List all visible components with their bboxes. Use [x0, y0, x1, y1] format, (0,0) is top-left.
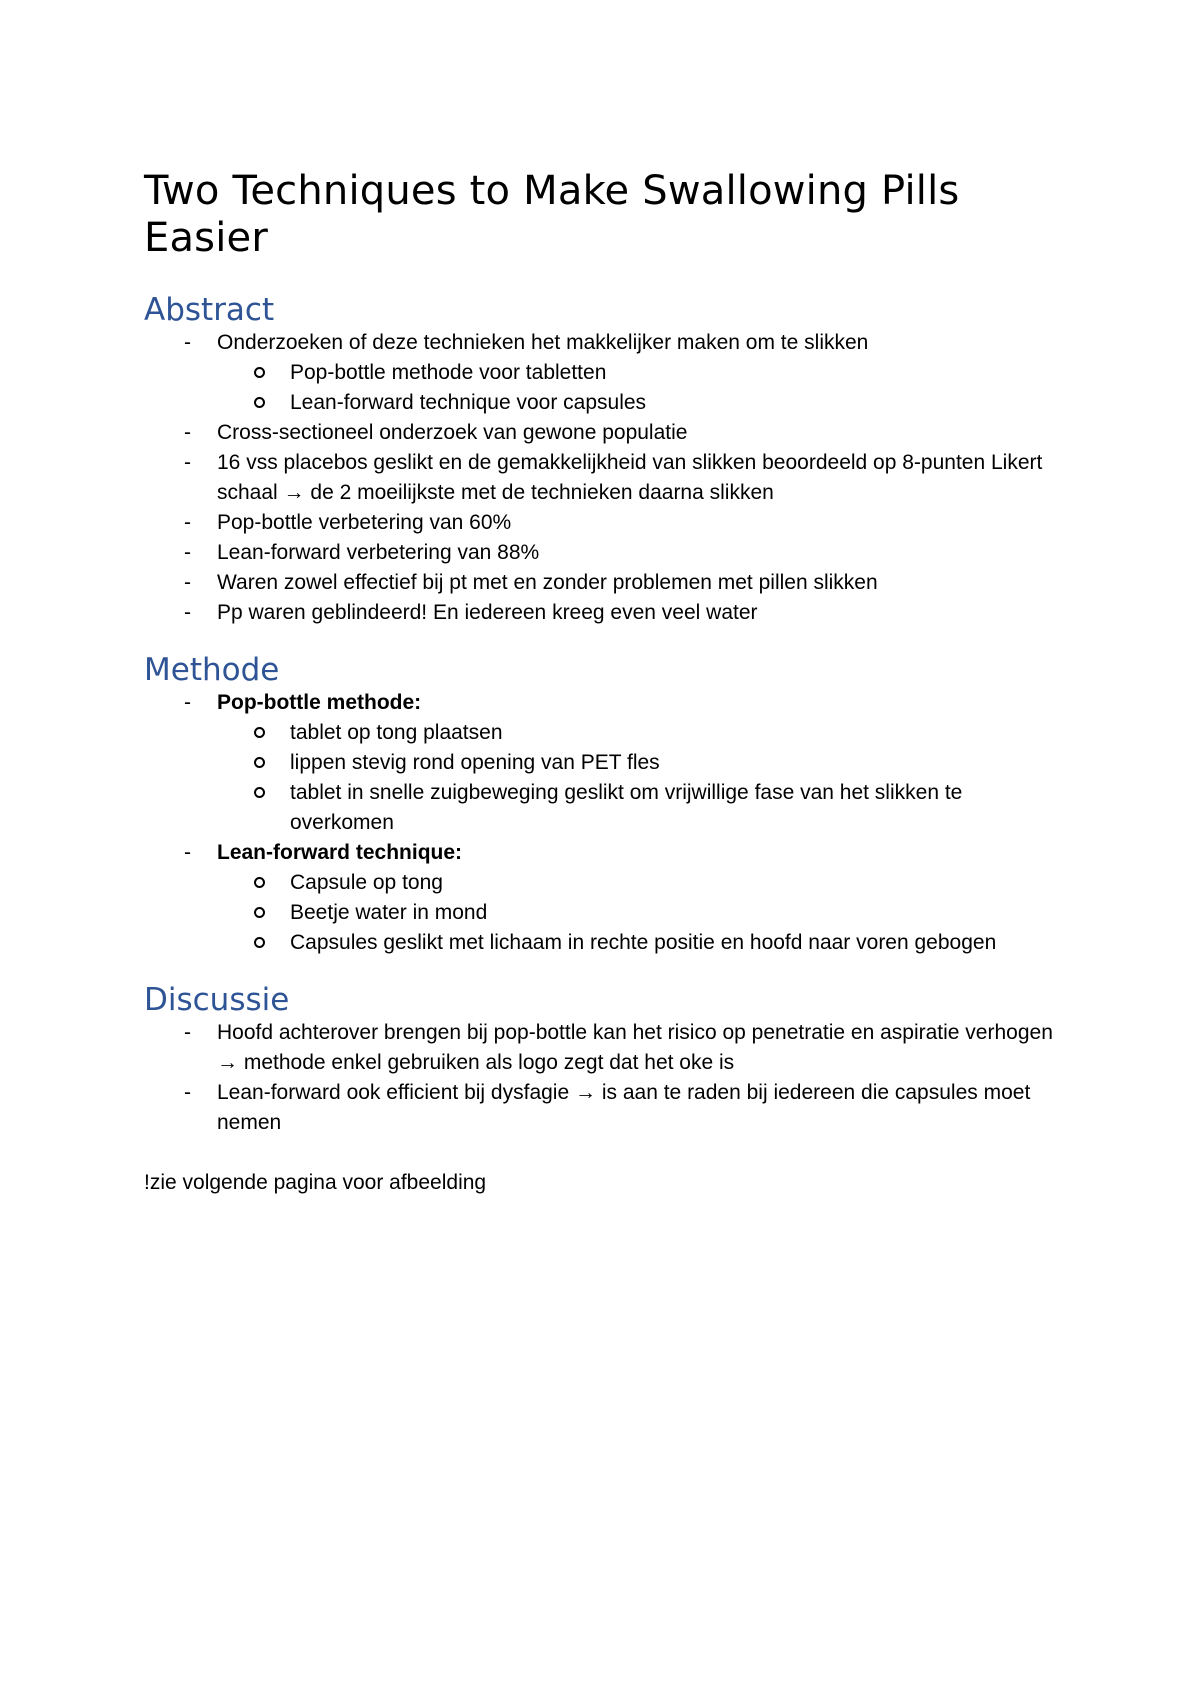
- list-item-text: is aan te raden bij iedereen die capsules moet nemen: [217, 1081, 1031, 1134]
- list-item-text: Beetje water in mond: [290, 901, 488, 924]
- discussie-list: [144, 1018, 1056, 1138]
- dash-bullet: -: [184, 511, 191, 534]
- circle-bullet-icon: [254, 727, 265, 738]
- list-item: [144, 598, 1056, 628]
- list-item: [217, 868, 1056, 898]
- arrow-right-icon: →: [217, 1051, 238, 1074]
- list-item-text: methode enkel gebruiken als logo zegt dat het oke is: [243, 1051, 735, 1074]
- methode-heading: Methode: [144, 652, 280, 688]
- dash-bullet: -: [184, 691, 191, 714]
- circle-bullet-icon: [254, 757, 265, 768]
- list-item-text: Capsule op tong: [290, 871, 443, 894]
- list-item-text: tablet op tong plaatsen: [290, 721, 503, 744]
- list-item: [144, 1078, 1056, 1138]
- list-item: [144, 418, 1056, 448]
- circle-bullet-icon: [254, 367, 265, 378]
- list-item-text: de 2 moeilijkste met de technieken daarna slikken: [310, 481, 774, 504]
- methode-list: [144, 688, 1056, 958]
- list-item-text: Lean-forward ook efficient bij dysfagie: [217, 1081, 570, 1104]
- dash-bullet: -: [184, 841, 191, 864]
- list-item: [144, 328, 1056, 418]
- list-item: [217, 388, 1056, 418]
- list-item-text: lippen stevig rond opening van PET fles: [290, 751, 660, 774]
- dash-bullet: -: [184, 331, 191, 354]
- list-item: [144, 568, 1056, 598]
- circle-bullet-icon: [254, 907, 265, 918]
- list-item-text: Lean-forward verbetering van 88%: [217, 541, 540, 564]
- list-item: [217, 928, 1056, 958]
- leanforward-label: Lean-forward technique:: [217, 841, 463, 864]
- list-item: [144, 508, 1056, 538]
- list-item: [144, 448, 1056, 508]
- document-title: Two Techniques to Make Swallowing Pills Easier: [144, 168, 960, 261]
- list-item: [217, 748, 1056, 778]
- list-item: [144, 538, 1056, 568]
- abstract-heading: Abstract: [144, 292, 275, 328]
- list-item-text: Cross-sectioneel onderzoek van gewone populatie: [217, 421, 688, 444]
- list-item-text: Pop-bottle verbetering van 60%: [217, 511, 512, 534]
- popbottle-steps: [217, 718, 1056, 838]
- list-item-text: Capsules geslikt met lichaam in rechte positie en hoofd naar voren gebogen: [290, 931, 997, 954]
- list-item-text: Lean-forward technique voor capsules: [290, 391, 647, 414]
- footer-note: !zie volgende pagina voor afbeelding: [144, 1171, 487, 1194]
- popbottle-label: Pop-bottle methode:: [217, 691, 422, 714]
- list-item-text: Onderzoeken of deze technieken het makkelijker maken om te slikken: [217, 331, 869, 354]
- list-item: [217, 778, 1056, 838]
- circle-bullet-icon: [254, 937, 265, 948]
- leanforward-steps: [217, 868, 1056, 958]
- list-item: [144, 838, 1056, 958]
- arrow-right-icon: →: [283, 481, 305, 504]
- circle-bullet-icon: [254, 397, 265, 408]
- dash-bullet: -: [184, 1081, 191, 1104]
- dash-bullet: -: [184, 451, 191, 474]
- list-item-text: Waren zowel effectief bij pt met en zonder problemen met pillen slikken: [217, 571, 878, 594]
- dash-bullet: -: [184, 541, 191, 564]
- dash-bullet: -: [184, 601, 191, 624]
- circle-bullet-icon: [254, 877, 265, 888]
- list-item: [217, 718, 1056, 748]
- abstract-sublist: [217, 358, 1056, 418]
- list-item-text: 16 vss placebos geslikt en de gemakkelijkheid van slikken beoordeeld op 8-punten Likert schaal: [217, 451, 1043, 504]
- circle-bullet-icon: [254, 787, 265, 798]
- list-item: [217, 898, 1056, 928]
- dash-bullet: -: [184, 1021, 191, 1044]
- dash-bullet: -: [184, 421, 191, 444]
- arrow-right-icon: →: [575, 1081, 596, 1104]
- list-item-text: Pop-bottle methode voor tabletten: [290, 361, 607, 384]
- list-item: [217, 358, 1056, 388]
- list-item-text: tablet in snelle zuigbeweging geslikt om vrijwillige fase van het slikken te overkomen: [290, 781, 963, 834]
- list-item-text: Pp waren geblindeerd! En iedereen kreeg even veel water: [217, 601, 758, 624]
- document-body: [144, 168, 1056, 1198]
- list-item: [144, 688, 1056, 838]
- abstract-list: [144, 328, 1056, 628]
- dash-bullet: -: [184, 571, 191, 594]
- list-item: [144, 1018, 1056, 1078]
- discussie-heading: Discussie: [144, 982, 290, 1018]
- list-item-text: Hoofd achterover brengen bij pop-bottle kan het risico op penetratie en aspiratie verhogen: [217, 1021, 1053, 1044]
